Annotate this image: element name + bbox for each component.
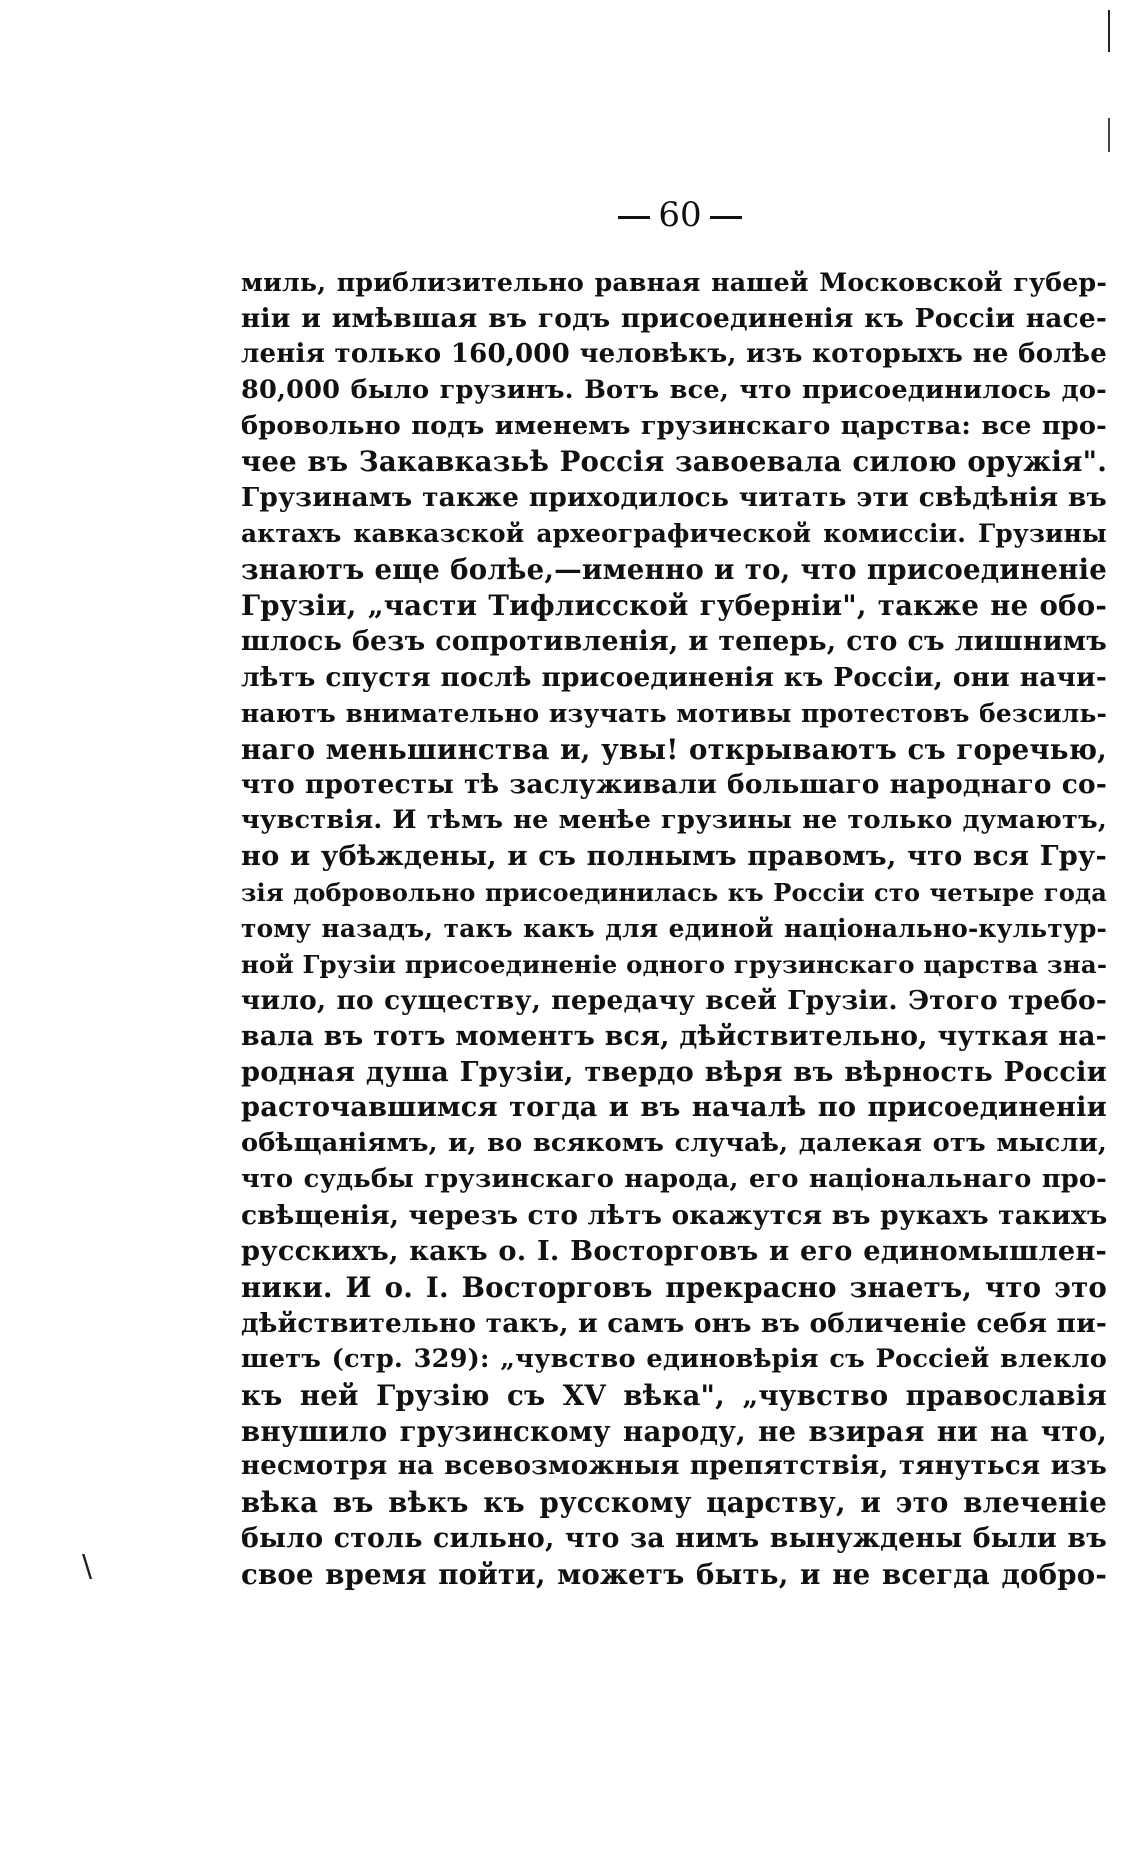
text-line: внушило грузинскому народу, не взирая ни на что, <box>241 1414 1107 1448</box>
text-line: свѣщенія, черезъ сто лѣтъ окажутся въ рукахъ такихъ <box>241 1200 1108 1232</box>
text-line: Грузіи, „части Тифлисской губерніи", также не обо- <box>241 589 1107 623</box>
text-line: бровольно подъ именемъ грузинскаго царства: все про- <box>241 410 1107 441</box>
text-line: наютъ внимательно изучать мотивы протестовъ безсиль- <box>241 698 1107 728</box>
text-line: актахъ кавказской археографической комиссіи. Грузины <box>241 519 1107 549</box>
page-number-header <box>600 190 760 240</box>
text-line: чее въ Закавказьѣ Россія завоевала силою оружія". <box>241 445 1107 479</box>
text-line: дѣйствительно такъ, и самъ онъ въ обличеніе себя пи- <box>241 1307 1107 1339</box>
margin-mark: \ <box>82 1549 93 1584</box>
text-line: ной Грузіи присоединеніе одного грузинскаго царства зна- <box>241 949 1108 979</box>
text-line: но и убѣждены, и съ полнымъ правомъ, что вся Гру- <box>241 840 1107 873</box>
text-line: вѣка въ вѣкъ къ русскому царству, и это влеченіе <box>241 1486 1107 1520</box>
text-line: чило, по существу, передачу всей Грузіи. Этого требо- <box>241 984 1107 1016</box>
text-line: несмотря на всевозможныя препятствія, тянуться изъ <box>241 1451 1107 1482</box>
header-dash-left <box>618 216 650 219</box>
text-line: русскихъ, какъ о. І. Восторговъ и его единомышлен- <box>241 1235 1107 1268</box>
text-line: свое время пойти, можетъ быть, и не всегда добро- <box>241 1558 1107 1592</box>
text-line: къ ней Грузію съ XV вѣка", „чувство православія <box>241 1378 1107 1412</box>
scan-edge-mark <box>1108 118 1110 152</box>
text-line: вала въ тотъ моментъ вся, дѣйствительно, чуткая на- <box>241 1020 1107 1052</box>
text-line: чувствія. И тѣмъ не менѣе грузины не только думаютъ, <box>241 805 1107 836</box>
text-line: обѣщаніямъ, и, во всякомъ случаѣ, далекая отъ мысли, <box>241 1128 1107 1159</box>
text-line: ники. И о. І. Восторговъ прекрасно знаетъ, что это <box>241 1270 1107 1304</box>
text-line: миль, приблизительно равная нашей Московской губер- <box>241 267 1107 297</box>
text-line: лѣтъ спустя послѣ присоединенія къ Россіи, они начи- <box>241 661 1107 693</box>
page-number: 60 <box>658 195 702 235</box>
text-line: зія добровольно присоединилась къ Россіи сто четыре года <box>241 878 1107 908</box>
text-line: шетъ (стр. 329): „чувство единовѣрія съ Россіей влекло <box>241 1343 1107 1374</box>
scan-edge-mark <box>1108 10 1110 52</box>
text-line: ніи и имѣвшая въ годъ присоединенія къ Россіи насе- <box>241 302 1107 334</box>
text-line: было столь сильно, что за нимъ вынуждены были въ <box>241 1523 1107 1555</box>
text-line: что протесты тѣ заслуживали большаго народнаго со- <box>241 769 1107 801</box>
text-line: тому назадъ, такъ какъ для единой національно-культур- <box>241 914 1107 944</box>
text-line: шлось безъ сопротивленія, и теперь, сто съ лишнимъ <box>241 625 1107 657</box>
text-line: знаютъ еще болѣе,—именно и то, что присоединеніе <box>241 553 1107 587</box>
text-line: 80,000 было грузинъ. Вотъ все, что присоединилось до- <box>241 374 1107 405</box>
text-line: родная душа Грузіи, твердо вѣря въ вѣрность Россіи <box>241 1055 1107 1088</box>
body-text <box>241 265 1107 1593</box>
header-dash-right <box>710 216 742 219</box>
text-line: Грузинамъ также приходилось читать эти свѣдѣнія въ <box>241 482 1107 514</box>
text-line: ленія только 160,000 человѣкъ, изъ которыхъ не болѣе <box>241 338 1107 369</box>
text-line: расточавшимся тогда и въ началѣ по присоединеніи <box>241 1091 1107 1124</box>
text-line: наго меньшинства и, увы! открываютъ съ горечью, <box>241 732 1107 766</box>
text-line: что судьбы грузинскаго народа, его національнаго про- <box>241 1164 1107 1195</box>
